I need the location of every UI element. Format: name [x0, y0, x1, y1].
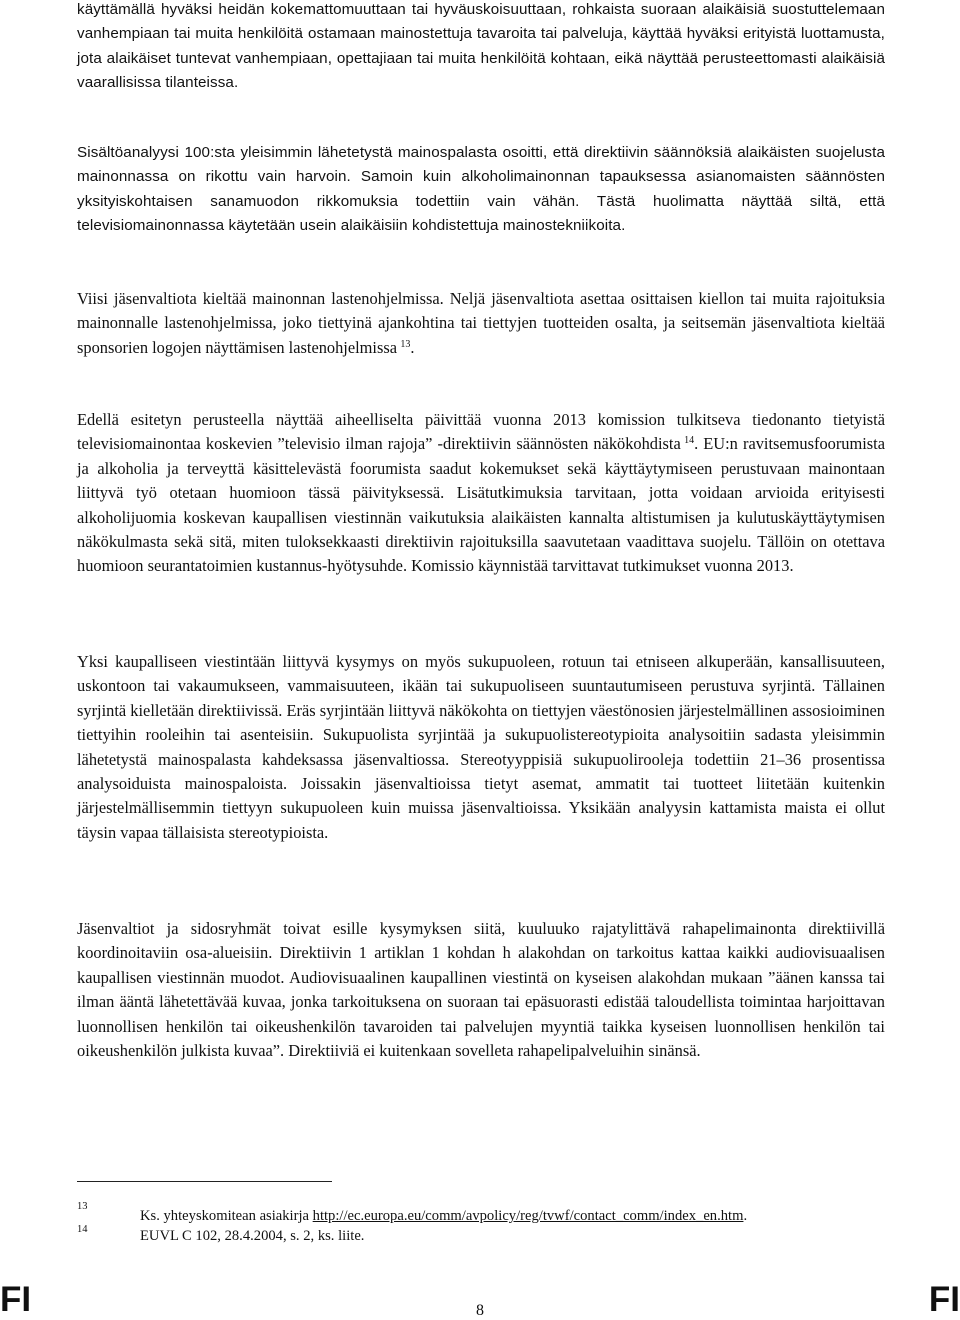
footnote-13-end: . [743, 1208, 748, 1224]
paragraph-1: käyttämällä hyväksi heidän kokemattomuuttaan tai hyväuskoisuuttaan, rohkaista suoraan alaikäisiä suostuttelemaan vanhempiaan tai muita henkilöitä ostamaan mainostettuja tavaroita tai palveluja, käyttää hyväksi erityistä luottamusta, jota alaikäiset tuntevat vanhempiaan, opettajiaan tai muita henkilöitä kohtaan, eikä näyttää perusteettomasti alaikäisiä vaarallisissa tilanteissa. [77, 1, 885, 92]
language-code-right: FI [928, 1280, 960, 1319]
paragraph-3 [77, 287, 885, 360]
paragraph-4-text-b: . EU:n ravitsemusfoorumista ja alkoholia ja terveyttä käsittelevästä foorumista saadut kokemukset sekä käyttäytymiseen perustuvaan mainontaan liittyvä työ otetaan huomioon tässä päivityksessä. Lisätutkimuksia tarvitaan, jotta voidaan arvioida erityisesti alkoholijuomia koskevan kaupallisen viestinnän vaikutuksia alaikäisten kannalta altistumisen ja kulutuskäyttäytymisen näkökulmasta sekä sitä, miten tuloksekkaasti direktiivin rajoituksilla saavutetaan vaadittava suojelu. Tällöin on otettava huomioon seurantatoimien kustannus-hyötysuhde. Komissio käynnistää tarvittavat tutkimukset vuonna 2013. [77, 434, 886, 576]
paragraph-3-end: . [410, 337, 415, 357]
page-number: 8 [476, 1302, 484, 1319]
language-code-left: FI [0, 1280, 32, 1319]
footnote-ref-14[interactable]: 14 [684, 435, 695, 447]
paragraph-5: Yksi kaupalliseen viestintään liittyvä kysymys on myös sukupuoleen, rotuun tai etniseen alkuperään, kansallisuuteen, uskontoon tai vakaumukseen, vammaisuuteen, ikään tai sukupuoliseen suuntautumiseen perustuva syrjintä. Tällainen syrjintä kielletään direktiivissä. Eräs syrjintään liittyvä näkökohta on tiettyjen väestönosien järjestelmällinen assosioiminen tiettyihin rooleihin tai asenteisiin. Sukupuolista syrjintää ja sukupuolistereotypioita analysoitiin sadasta yleisimmin lähetetystä mainospalasta kahdeksassa jäsenvaltiossa. Stereotyyppisiä sukupuolirooleja todettiin 21–36 prosentissa analysoiduista mainospaloista. Joissakin jäsenvaltioissa tietyt asemat, ammatit tai tuotteet liitetään kuitenkin järjestelmällisemmin tiettyyn sukupuoleen kuin muissa jäsenvaltioissa. Yksikään analyysin kattamista maista ei ollut täysin vapaa tällaisista stereotypioista. [77, 652, 885, 842]
paragraph-3-text: Viisi jäsenvaltiota kieltää mainonnan lastenohjelmissa. Neljä jäsenvaltiota asettaa osittaisen kiellon tai muita rajoituksia mainonnalle lastenohjelmissa, joko tiettyinä ajankohtina tai tiettyjen tuotteiden osalta, ja seitsemän jäsenvaltiota kieltää sponsorien logojen näyttämisen lastenohjelmissa [77, 289, 885, 357]
footnote-13 [140, 1207, 747, 1225]
footnote-separator [77, 1181, 332, 1182]
footnote-13-link[interactable]: http://ec.europa.eu/comm/avpolicy/reg/tvwf/contact_comm/index_en.htm [312, 1208, 744, 1224]
paragraph-4-text-a: Edellä esitetyn perusteella näyttää aiheelliselta päivittää vuonna 2013 komission tulkitseva tiedonanto tietyistä televisiomainontaa koskevien ”televisio ilman rajoja” -direktiivin säännösten näkökohdista [77, 410, 885, 454]
paragraph-4 [77, 408, 885, 579]
footnote-number-13: 13 [77, 1201, 88, 1212]
paragraph-2: Sisältöanalyysi 100:sta yleisimmin lähetetystä mainospalasta osoitti, että direktiivin säännöksiä alaikäisten suojelusta mainonnassa on rikottu vain harvoin. Samoin kuin alkoholimainonnan tapauksessa asianomaisten säännösten yksityiskohtaisen sanamuodon rikkomuksia todettiin vain vähän. Tästä huolimatta näyttää siltä, että televisiomainonnassa käytetään usein alaikäisiin kohdistettuja mainostekniikoita. [77, 144, 885, 235]
footnote-14: EUVL C 102, 28.4.2004, s. 2, ks. liite. [140, 1228, 365, 1244]
footnote-ref-13[interactable]: 13 [400, 338, 411, 350]
footnote-13-text: Ks. yhteyskomitean asiakirja [140, 1208, 313, 1224]
footnote-number-14: 14 [77, 1224, 88, 1235]
paragraph-6: Jäsenvaltiot ja sidosryhmät toivat esille kysymyksen siitä, kuuluuko rajatylittävä rahapelimainonta direktiivillä koordinoitaviin osa-alueisiin. Direktiivin 1 artiklan 1 kohdan h alakohdan on tarkoitus kattaa kaikki audiovisuaalisen kaupallisen viestinnän muodot. Audiovisuaalinen kaupallinen viestintä on kyseisen alakohdan mukaan ”äänen kanssa tai ilman ääntä lähetettävää kuvaa, jonka tarkoituksena on suoraan tai epäsuorasti edistää taloudellista toimintaa harjoittavan luonnollisen henkilön tai oikeushenkilön tavaroiden tai palvelujen myyntiä taikka kyseisen luonnollisen henkilön tai oikeushenkilön julkista kuvaa”. Direktiiviä ei kuitenkaan sovelleta rahapelipalveluihin sinänsä. [77, 919, 885, 1061]
